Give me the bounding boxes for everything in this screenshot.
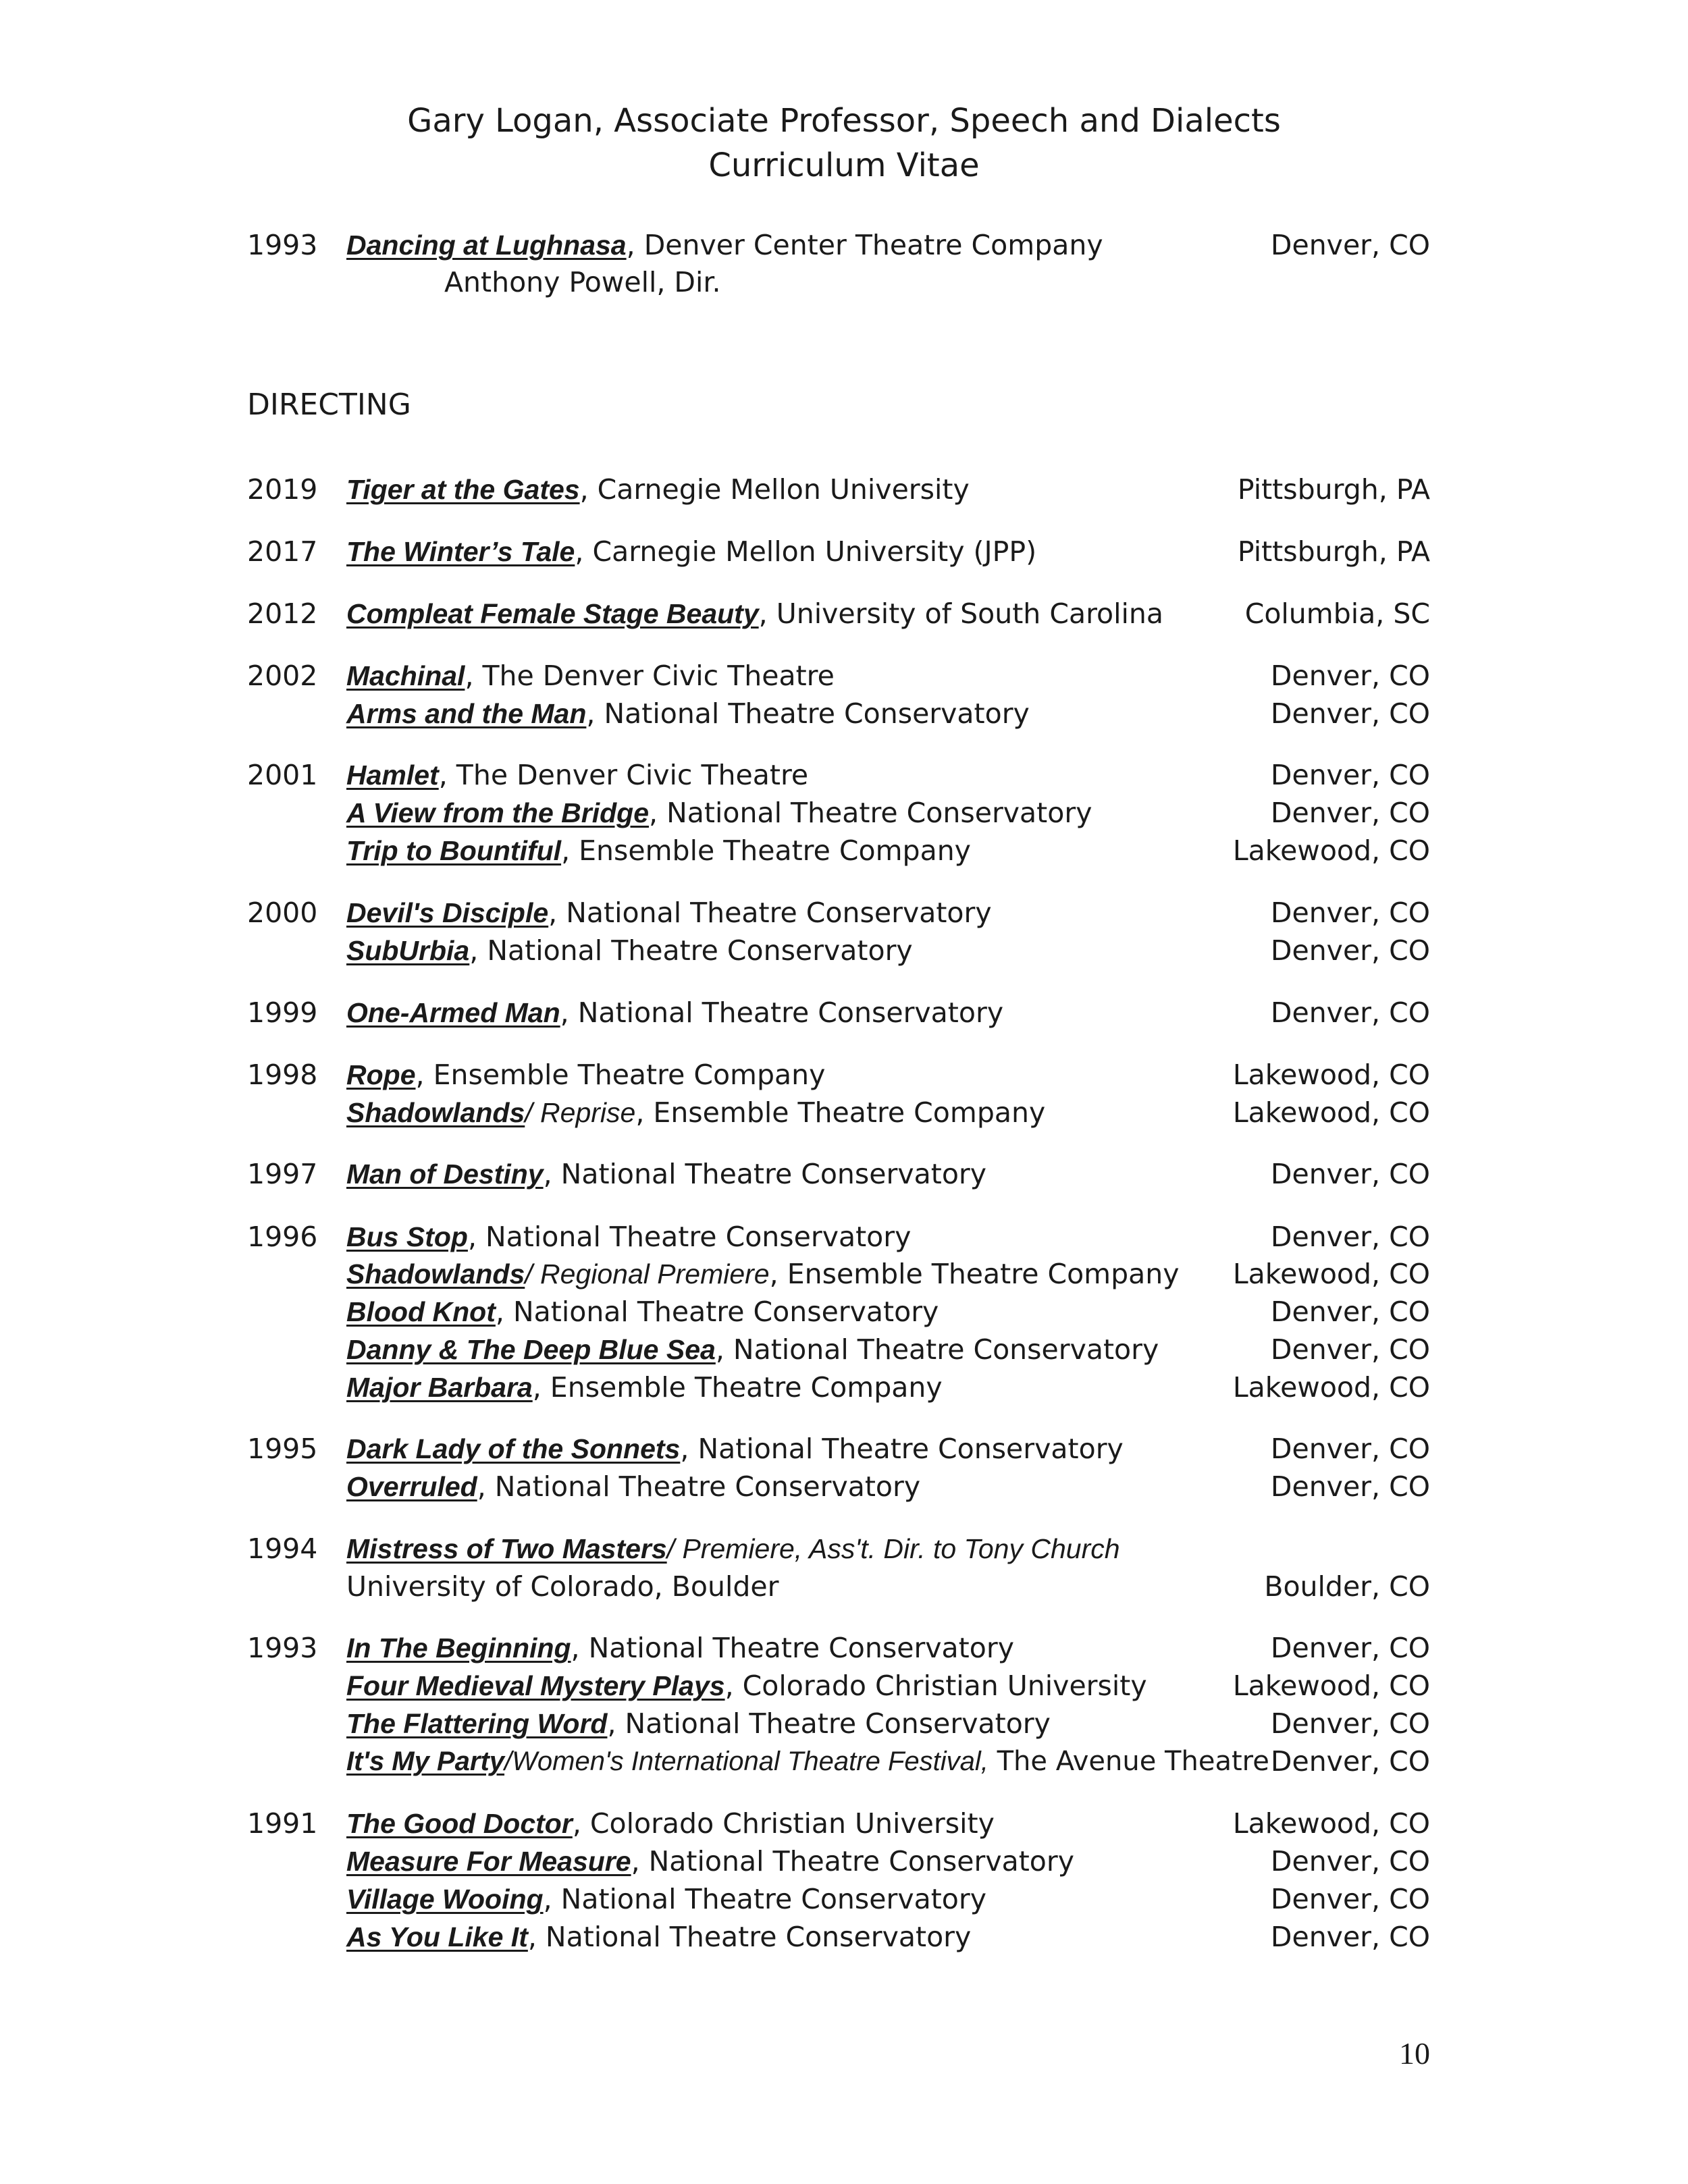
year-label: 1994 bbox=[247, 1533, 318, 1565]
entry-location: Denver, CO bbox=[1270, 1333, 1430, 1366]
entry-location: Denver, CO bbox=[1270, 1221, 1430, 1253]
entry-separator: , bbox=[527, 1921, 537, 1953]
production-note: /Women's International Theatre Festival, bbox=[504, 1747, 988, 1776]
entry-text bbox=[346, 994, 1003, 1032]
cv-header-subtitle: Curriculum Vitae bbox=[708, 147, 980, 184]
entry-text bbox=[346, 595, 1163, 633]
year-label: 1998 bbox=[247, 1059, 318, 1091]
entry-location: Lakewood, CO bbox=[1232, 834, 1430, 867]
production-title: Arms and the Man bbox=[346, 698, 587, 729]
entry-text bbox=[346, 1667, 1147, 1705]
entry-text bbox=[346, 1155, 986, 1193]
entry-text bbox=[346, 695, 1030, 733]
production-title: SubUrbia bbox=[346, 935, 470, 966]
entry-text bbox=[346, 832, 971, 870]
production-title: Four Medieval Mystery Plays bbox=[346, 1670, 725, 1701]
entry-venue: Ensemble Theatre Company bbox=[778, 1258, 1180, 1290]
entry-venue: National Theatre Conservatory bbox=[485, 1470, 921, 1503]
entry-text bbox=[346, 1430, 1124, 1468]
entry-venue: National Theatre Conservatory bbox=[557, 897, 992, 929]
year-label: 1993 bbox=[247, 229, 318, 261]
entry-venue: Ensemble Theatre Company bbox=[541, 1371, 943, 1404]
entry-location: Denver, CO bbox=[1270, 1883, 1430, 1915]
year-label: 2019 bbox=[247, 473, 318, 506]
entry-location: Pittsburgh, PA bbox=[1237, 535, 1430, 568]
entry-separator: , bbox=[415, 1059, 425, 1091]
entry-separator: , bbox=[724, 1670, 734, 1702]
section-heading-directing: DIRECTING bbox=[247, 388, 411, 422]
entry-venue: University of Colorado, Boulder bbox=[346, 1570, 779, 1603]
production-title: It's My Party bbox=[346, 1747, 505, 1776]
entry-text bbox=[346, 1255, 1180, 1293]
production-title: Devil's Disciple bbox=[346, 897, 549, 928]
year-label: 2001 bbox=[247, 759, 318, 791]
production-title: The Flattering Word bbox=[346, 1708, 608, 1739]
entry-text bbox=[346, 1468, 920, 1506]
entry-location: Denver, CO bbox=[1270, 897, 1430, 929]
entry-venue: National Theatre Conservatory bbox=[595, 697, 1030, 730]
entry-location: Denver, CO bbox=[1270, 1632, 1430, 1664]
entry-location: Denver, CO bbox=[1270, 934, 1430, 967]
entry-location: Lakewood, CO bbox=[1232, 1670, 1430, 1702]
entry-venue: Colorado Christian University bbox=[581, 1807, 995, 1840]
entry-separator: , bbox=[495, 1296, 504, 1328]
year-label: 2000 bbox=[247, 897, 318, 929]
entry-location: Denver, CO bbox=[1270, 1296, 1430, 1328]
entry-text bbox=[346, 1842, 1074, 1880]
entry-location: Denver, CO bbox=[1270, 229, 1430, 261]
entry-location: Denver, CO bbox=[1270, 1470, 1430, 1503]
production-title: Dancing at Lughnasa bbox=[346, 230, 627, 261]
entry-venue: Carnegie Mellon University (JPP) bbox=[583, 535, 1037, 568]
entry-separator: , bbox=[575, 535, 584, 568]
production-title: Blood Knot bbox=[346, 1296, 496, 1327]
entry-text bbox=[346, 1629, 1014, 1667]
production-title: Machinal bbox=[346, 660, 465, 691]
entry-location: Denver, CO bbox=[1270, 797, 1430, 829]
entry-separator: , bbox=[626, 229, 635, 261]
entry-text bbox=[346, 1742, 1269, 1780]
entry-venue: National Theatre Conservatory bbox=[569, 996, 1004, 1029]
production-title: Shadowlands bbox=[346, 1097, 525, 1128]
entry-separator: , bbox=[560, 996, 569, 1029]
production-note: / Regional Premiere bbox=[525, 1258, 770, 1289]
entry-separator: , bbox=[572, 1807, 581, 1840]
entry-text bbox=[346, 1805, 995, 1842]
entry-location: Lakewood, CO bbox=[1232, 1059, 1430, 1091]
production-title: The Good Doctor bbox=[346, 1808, 573, 1839]
production-title: Mistress of Two Masters bbox=[346, 1533, 667, 1564]
entry-separator: , bbox=[607, 1707, 616, 1740]
entry-venue: Ensemble Theatre Company bbox=[424, 1059, 826, 1091]
entry-text bbox=[346, 1368, 943, 1406]
entry-separator: , bbox=[477, 1470, 486, 1503]
entry-venue: The Avenue Theatre bbox=[988, 1746, 1269, 1777]
entry-text bbox=[346, 894, 992, 932]
entry-text bbox=[346, 1293, 939, 1331]
entry-location: Boulder, CO bbox=[1264, 1570, 1430, 1603]
entry-venue: National Theatre Conservatory bbox=[536, 1921, 972, 1953]
production-title: Dark Lady of the Sonnets bbox=[346, 1433, 681, 1464]
entry-location: Denver, CO bbox=[1270, 1921, 1430, 1953]
entry-separator: , bbox=[586, 697, 596, 730]
entry-separator: , bbox=[635, 1096, 645, 1129]
production-title: Overruled bbox=[346, 1471, 477, 1502]
year-label: 1991 bbox=[247, 1807, 318, 1840]
entry-text bbox=[346, 1056, 825, 1094]
entry-location: Denver, CO bbox=[1270, 1845, 1430, 1877]
entry-separator: , bbox=[715, 1333, 724, 1366]
production-title: Trip to Bountiful bbox=[346, 835, 562, 866]
entry-text bbox=[346, 932, 913, 969]
year-label: 1996 bbox=[247, 1221, 318, 1253]
entry-venue: National Theatre Conservatory bbox=[552, 1883, 987, 1915]
entry-location: Denver, CO bbox=[1270, 996, 1430, 1029]
entry-location: Denver, CO bbox=[1270, 1745, 1430, 1778]
production-title: As You Like It bbox=[346, 1921, 528, 1952]
entry-venue: National Theatre Conservatory bbox=[476, 1221, 912, 1253]
production-title: Bus Stop bbox=[346, 1221, 468, 1252]
year-label: 1997 bbox=[247, 1158, 318, 1190]
year-label: 2002 bbox=[247, 660, 318, 692]
entry-separator: , bbox=[680, 1433, 689, 1465]
entry-venue: National Theatre Conservatory bbox=[616, 1707, 1051, 1740]
entry-venue: University of South Carolina bbox=[767, 597, 1163, 630]
production-title: Hamlet bbox=[346, 760, 439, 791]
entry-venue: National Theatre Conservatory bbox=[724, 1333, 1159, 1366]
entry-text bbox=[346, 1918, 971, 1956]
entry-separator: , bbox=[543, 1158, 552, 1190]
entry-text bbox=[346, 657, 835, 695]
entry-separator: , bbox=[758, 597, 768, 630]
production-title: Measure For Measure bbox=[346, 1846, 631, 1877]
year-label: 2017 bbox=[247, 535, 318, 568]
entry-text bbox=[346, 1331, 1159, 1368]
production-note: / Reprise bbox=[525, 1097, 636, 1128]
entry-location: Lakewood, CO bbox=[1232, 1258, 1430, 1290]
production-title: Shadowlands bbox=[346, 1258, 525, 1289]
entry-text bbox=[346, 794, 1092, 832]
entry-separator: , bbox=[769, 1258, 779, 1290]
entry-venue: National Theatre Conservatory bbox=[658, 797, 1092, 829]
entry-location: Pittsburgh, PA bbox=[1237, 473, 1430, 506]
production-title: Major Barbara bbox=[346, 1372, 533, 1403]
entry-text bbox=[346, 1568, 779, 1605]
entry-location: Lakewood, CO bbox=[1232, 1096, 1430, 1129]
entry-location: Denver, CO bbox=[1270, 759, 1430, 791]
entry-venue: National Theatre Conservatory bbox=[689, 1433, 1124, 1465]
entry-separator: , bbox=[543, 1883, 552, 1915]
entry-text bbox=[346, 1705, 1051, 1742]
entry-text bbox=[346, 756, 808, 794]
entry-director: Anthony Powell, Dir. bbox=[444, 266, 721, 298]
entry-venue: Colorado Christian University bbox=[733, 1670, 1147, 1702]
entry-separator: , bbox=[548, 897, 558, 929]
production-title: One-Armed Man bbox=[346, 997, 560, 1028]
production-note: / Premiere, Ass't. Dir. to Tony Church bbox=[666, 1533, 1120, 1564]
entry-text bbox=[346, 1218, 911, 1256]
entry-location: Denver, CO bbox=[1270, 1158, 1430, 1190]
entry-text bbox=[346, 1880, 986, 1918]
entry-venue: Ensemble Theatre Company bbox=[570, 834, 971, 867]
entry-venue: Denver Center Theatre Company bbox=[635, 229, 1103, 261]
year-label: 1999 bbox=[247, 996, 318, 1029]
entry-separator: , bbox=[469, 934, 479, 967]
entry-location: Lakewood, CO bbox=[1232, 1807, 1430, 1840]
entry-text bbox=[346, 226, 1103, 264]
entry-venue: National Theatre Conservatory bbox=[552, 1158, 987, 1190]
entry-separator: , bbox=[579, 473, 589, 506]
entry-venue: National Theatre Conservatory bbox=[579, 1632, 1014, 1664]
entry-separator: , bbox=[467, 1221, 477, 1253]
production-title: Compleat Female Stage Beauty bbox=[346, 598, 759, 629]
entry-venue: Ensemble Theatre Company bbox=[644, 1096, 1046, 1129]
entry-separator: , bbox=[561, 834, 571, 867]
production-title: The Winter’s Tale bbox=[346, 536, 575, 567]
entry-venue: The Denver Civic Theatre bbox=[447, 759, 809, 791]
entry-separator: , bbox=[571, 1632, 580, 1664]
entry-text bbox=[346, 471, 970, 508]
entry-separator: , bbox=[532, 1371, 542, 1404]
production-title: Danny & The Deep Blue Sea bbox=[346, 1334, 716, 1365]
year-label: 2012 bbox=[247, 597, 318, 630]
entry-separator: , bbox=[649, 797, 658, 829]
entry-venue: National Theatre Conservatory bbox=[639, 1845, 1074, 1877]
entry-location: Denver, CO bbox=[1270, 697, 1430, 730]
entry-venue: The Denver Civic Theatre bbox=[473, 660, 835, 692]
production-title: In The Beginning bbox=[346, 1632, 571, 1663]
entry-location: Denver, CO bbox=[1270, 1707, 1430, 1740]
entry-venue: Carnegie Mellon University bbox=[588, 473, 970, 506]
entry-separator: , bbox=[465, 660, 474, 692]
production-title: Tiger at the Gates bbox=[346, 474, 580, 505]
entry-separator: , bbox=[438, 759, 448, 791]
entry-location: Denver, CO bbox=[1270, 660, 1430, 692]
year-label: 1993 bbox=[247, 1632, 318, 1664]
entry-venue: National Theatre Conservatory bbox=[504, 1296, 939, 1328]
cv-header-name: Gary Logan, Associate Professor, Speech and Dialects bbox=[407, 102, 1281, 140]
entry-location: Denver, CO bbox=[1270, 1433, 1430, 1465]
page-number: 10 bbox=[1399, 2036, 1430, 2071]
entry-text bbox=[346, 1530, 1120, 1568]
entry-text bbox=[346, 533, 1036, 570]
year-label: 1995 bbox=[247, 1433, 318, 1465]
production-title: Man of Destiny bbox=[346, 1158, 544, 1190]
entry-separator: , bbox=[631, 1845, 640, 1877]
production-title: Rope bbox=[346, 1059, 416, 1090]
production-title: A View from the Bridge bbox=[346, 797, 650, 828]
entry-location: Lakewood, CO bbox=[1232, 1371, 1430, 1404]
entry-location: Columbia, SC bbox=[1244, 597, 1430, 630]
entry-text bbox=[346, 1094, 1045, 1131]
production-title: Village Wooing bbox=[346, 1884, 544, 1915]
entry-venue: National Theatre Conservatory bbox=[478, 934, 913, 967]
